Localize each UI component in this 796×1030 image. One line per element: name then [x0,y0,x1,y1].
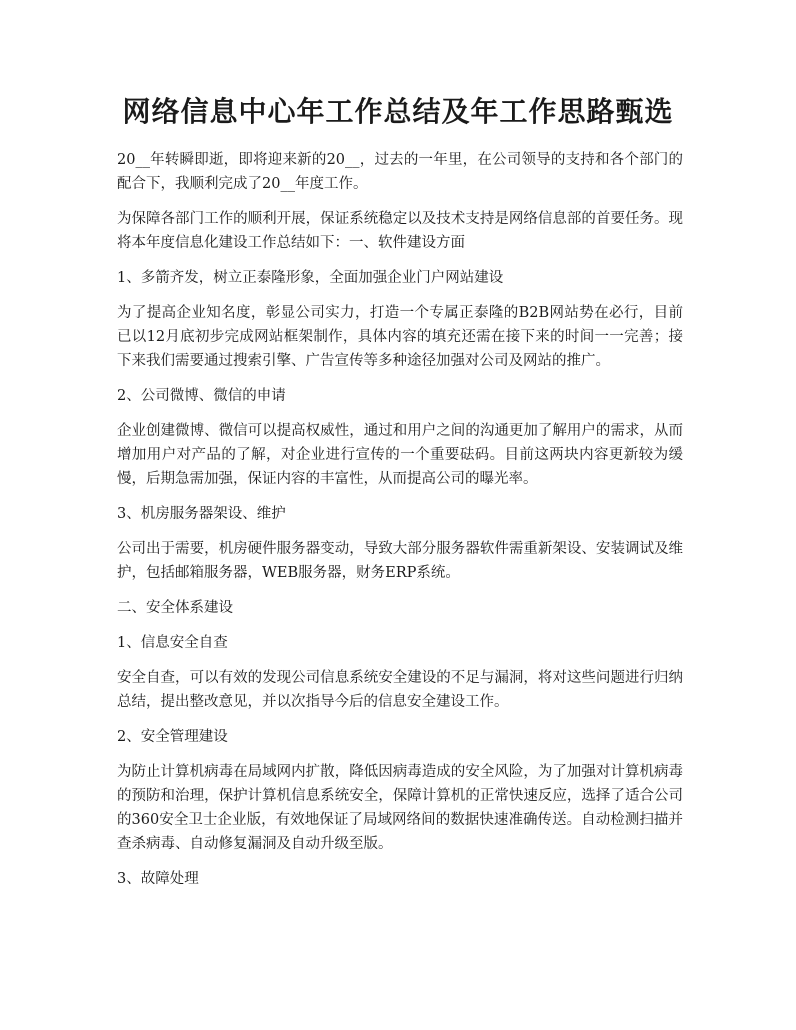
paragraph-server-room: 公司出于需要，机房硬件服务器变动，导致大部分服务器软件需重新架设、安装调试及维护，包括邮箱服务器，WEB服务器，财务ERP系统。 [117,541,683,581]
document-body [117,148,683,902]
paragraph-weibo-wechat: 企业创建微博、微信可以提高权威性，通过和用户之间的沟通更加了解用户的需求，从而增加用户对产品的了解，对企业进行宣传的一个重要砝码。目前这两块内容更新较为缓慢，后期急需加强，保证内容的丰富性，从而提高公司的曝光率。 [117,423,683,487]
heading-security-selfcheck: 1、信息安全自查 [117,635,228,651]
paragraph-security-management: 为防止计算机病毒在局域网内扩散，降低因病毒造成的安全风险，为了加强对计算机病毒的预防和治理，保护计算机信息系统安全，保障计算机的正常快速反应，选择了适合公司的360安全卫士企业版，有效地保证了局域网络间的数据快速准确传送。自动检测扫描并查杀病毒、自动修复漏洞及自动升级至版。 [117,764,683,852]
heading-weibo-wechat: 2、公司微博、微信的申请 [117,388,286,404]
heading-security-management: 2、安全管理建设 [117,729,228,745]
paragraph-security-selfcheck: 安全自查，可以有效的发现公司信息系统安全建设的不足与漏洞，将对这些问题进行归纳总结，提出整改意见，并以次指导今后的信息安全建设工作。 [117,670,683,710]
heading-security-system: 二、安全体系建设 [117,600,233,616]
paragraph-overview: 为保障各部门工作的顺利开展，保证系统稳定以及技术支持是网络信息部的首要任务。现将本年度信息化建设工作总结如下：一、软件建设方面 [117,211,683,251]
document-title: 网络信息中心年工作总结及年工作思路甄选 [122,95,674,128]
paragraph-website: 为了提高企业知名度，彰显公司实力，打造一个专属正泰隆的B2B网站势在必行，目前已以12月底初步完成网站框架制作，具体内容的填充还需在接下来的时间一一完善；接下来我们需要通过搜索引擎、广告宣传等多种途径加强对公司及网站的推广。 [117,305,683,369]
heading-server-room: 3、机房服务器架设、维护 [117,506,286,522]
heading-fault-handling: 3、故障处理 [117,871,199,887]
paragraph-intro: 20__年转瞬即逝，即将迎来新的20__，过去的一年里，在公司领导的支持和各个部门的配合下，我顺利完成了20__年度工作。 [117,152,683,192]
heading-website: 1、多箭齐发，树立正泰隆形象，全面加强企业门户网站建设 [117,270,504,286]
